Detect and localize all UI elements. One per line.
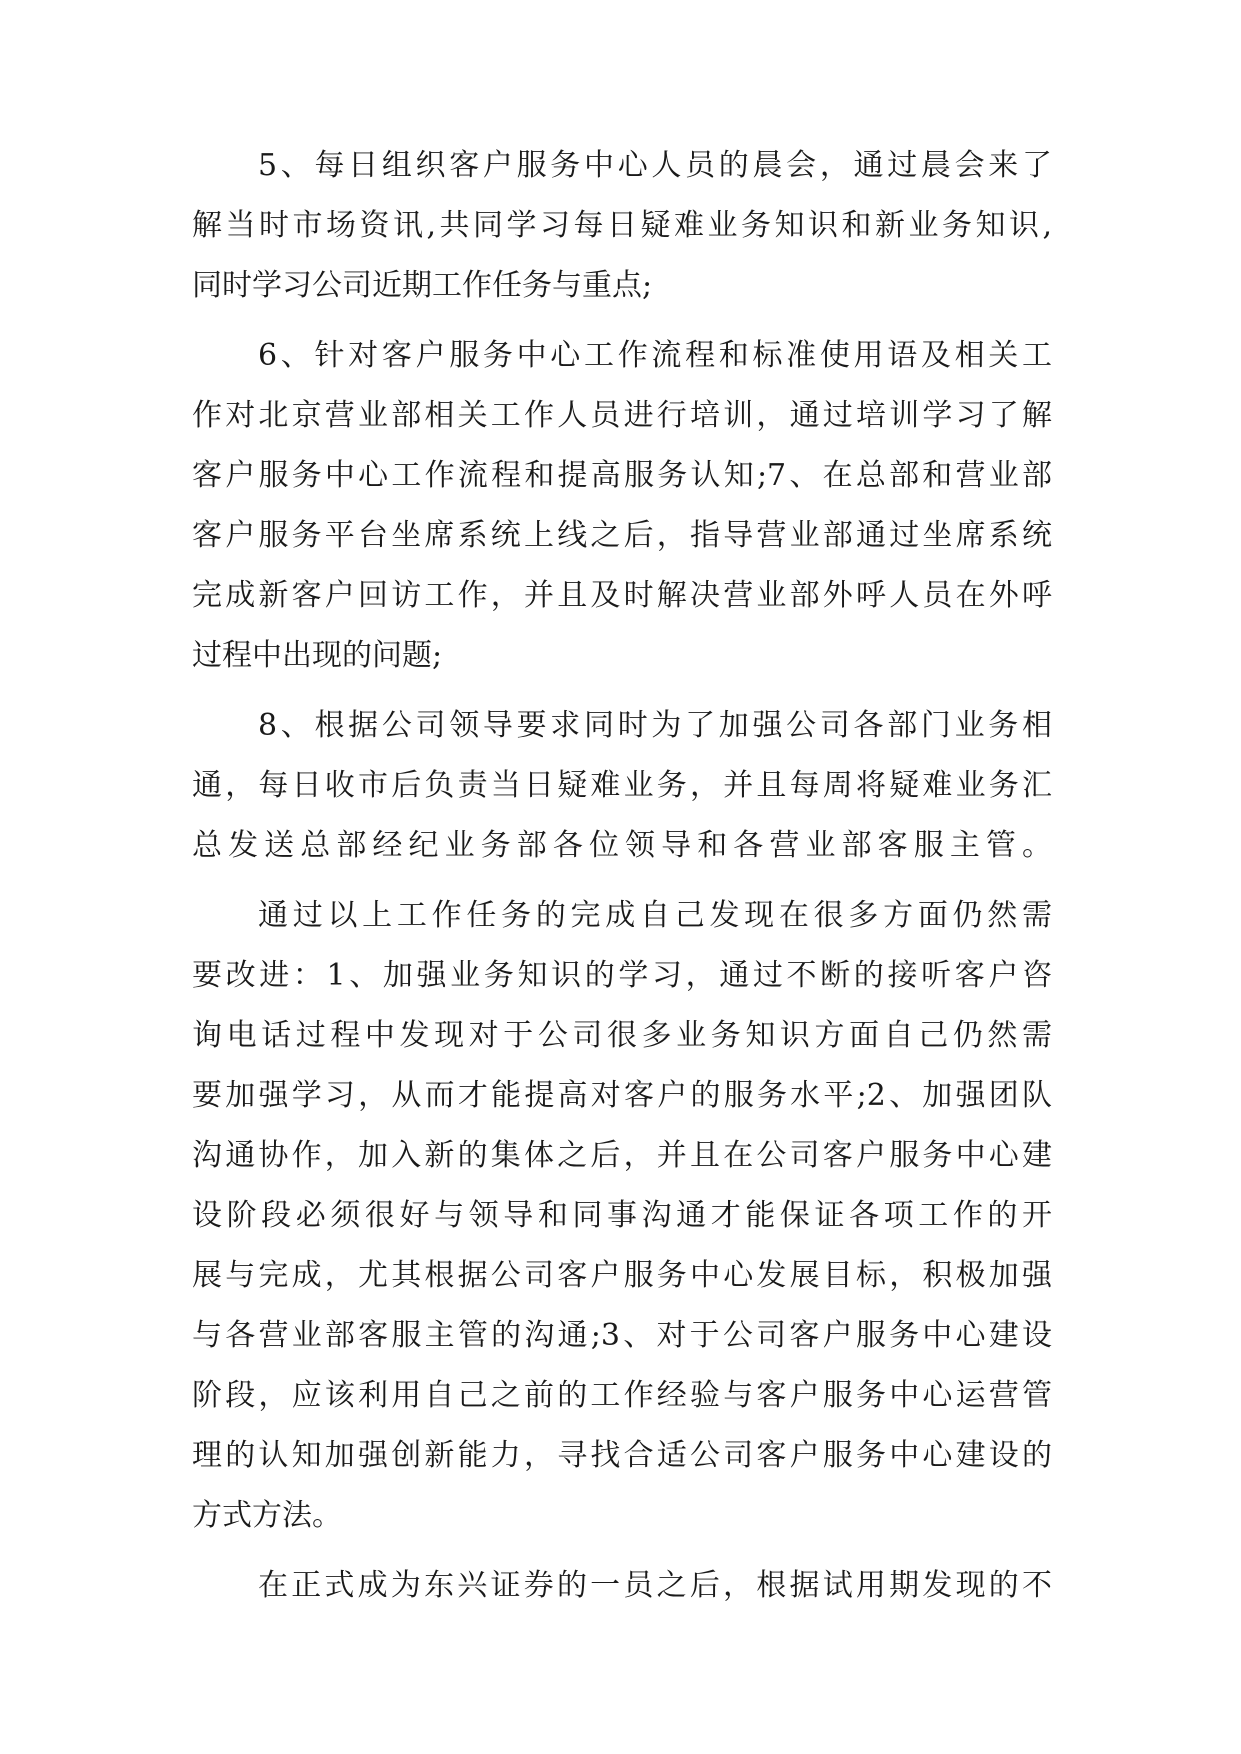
text-line: 设阶段必须很好与领导和同事沟通才能保证各项工作的开 bbox=[192, 1198, 1052, 1233]
text-line: 与各营业部客服主管的沟通;3、对于公司客户服务中心建设 bbox=[192, 1318, 1052, 1353]
text-line: 客户服务中心工作流程和提高服务认知;7、在总部和营业部 bbox=[192, 458, 1052, 493]
text-line: 解当时市场资讯,共同学习每日疑难业务知识和新业务知识, bbox=[192, 208, 1052, 243]
text-line: 完成新客户回访工作，并且及时解决营业部外呼人员在外呼 bbox=[192, 578, 1052, 613]
text-line: 方式方法。 bbox=[192, 1498, 342, 1533]
text-line: 过程中出现的问题; bbox=[192, 638, 443, 673]
text-line: 要改进：1、加强业务知识的学习，通过不断的接听客户咨 bbox=[192, 958, 1052, 993]
text-line: 5、每日组织客户服务中心人员的晨会，通过晨会来了 bbox=[258, 148, 1052, 183]
text-line: 理的认知加强创新能力，寻找合适公司客户服务中心建设的 bbox=[192, 1438, 1052, 1473]
text-line: 6、针对客户服务中心工作流程和标准使用语及相关工 bbox=[258, 338, 1052, 373]
text-line: 询电话过程中发现对于公司很多业务知识方面自己仍然需 bbox=[192, 1018, 1052, 1053]
text-line: 客户服务平台坐席系统上线之后，指导营业部通过坐席系统 bbox=[192, 518, 1052, 553]
text-line: 阶段，应该利用自己之前的工作经验与客户服务中心运营管 bbox=[192, 1378, 1052, 1413]
text-line: 总发送总部经纪业务部各位领导和各营业部客服主管。 bbox=[192, 828, 1052, 863]
text-line: 8、根据公司领导要求同时为了加强公司各部门业务相 bbox=[258, 708, 1052, 743]
text-line: 在正式成为东兴证券的一员之后，根据试用期发现的不 bbox=[258, 1568, 1052, 1603]
text-line: 同时学习公司近期工作任务与重点; bbox=[192, 268, 653, 303]
text-line: 作对北京营业部相关工作人员进行培训，通过培训学习了解 bbox=[192, 398, 1052, 433]
text-line: 沟通协作，加入新的集体之后，并且在公司客户服务中心建 bbox=[192, 1138, 1052, 1173]
text-line: 通过以上工作任务的完成自己发现在很多方面仍然需 bbox=[258, 898, 1052, 933]
text-line: 要加强学习，从而才能提高对客户的服务水平;2、加强团队 bbox=[192, 1078, 1052, 1113]
text-line: 通，每日收市后负责当日疑难业务，并且每周将疑难业务汇 bbox=[192, 768, 1052, 803]
text-line: 展与完成，尤其根据公司客户服务中心发展目标，积极加强 bbox=[192, 1258, 1052, 1293]
